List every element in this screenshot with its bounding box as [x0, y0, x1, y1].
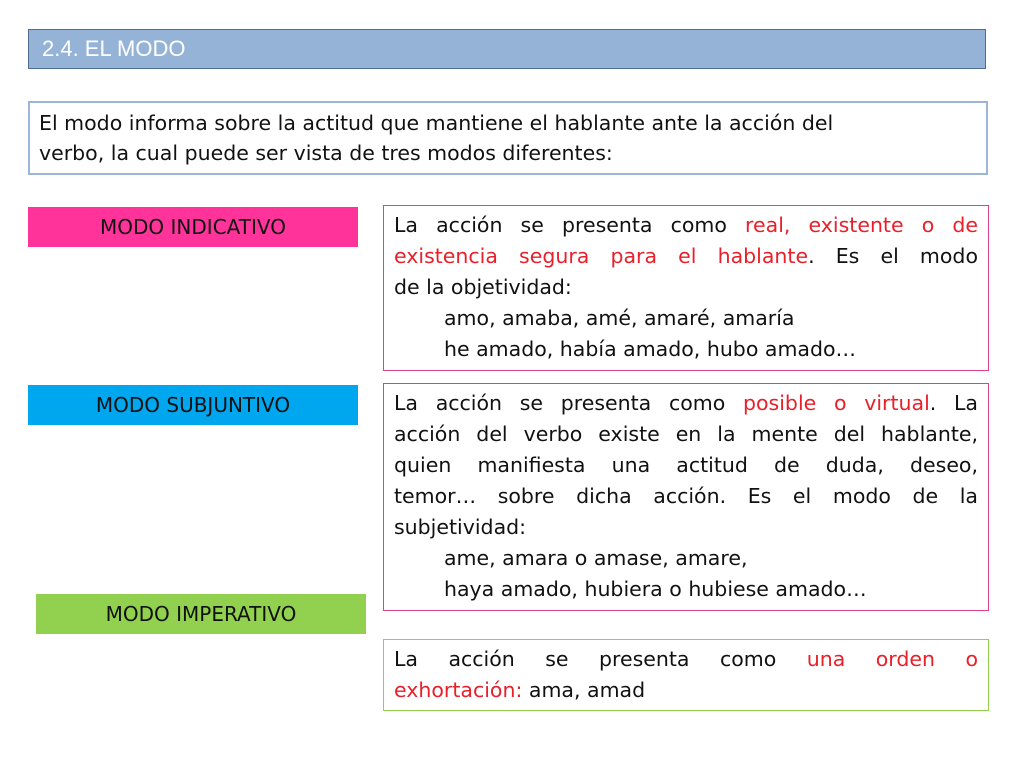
indicativo-example-1: amo, amaba, amé, amaré, amaría: [444, 306, 795, 330]
indicativo-line-3: de la objetividad:: [394, 275, 572, 299]
indicativo-description-box: [383, 205, 989, 371]
intro-line-2: verbo, la cual puede ser vista de tres modos diferentes:: [39, 141, 613, 165]
imperativo-line-2: [394, 675, 978, 706]
highlight-text: exhortación:: [394, 678, 523, 702]
label-modo-subjuntivo: MODO SUBJUNTIVO: [28, 385, 358, 425]
subjuntivo-line-4: temor… sobre dicha acción. Es el modo de la: [394, 484, 978, 508]
text: La acción se presenta como: [394, 647, 807, 671]
text: ama, amad: [522, 678, 646, 702]
label-modo-indicativo: MODO INDICATIVO: [28, 207, 358, 247]
subjuntivo-line-3: quien manifiesta una actitud de duda, deseo,: [394, 453, 978, 477]
highlight-text: posible o virtual: [743, 391, 930, 415]
text: . Es el modo: [808, 244, 978, 268]
subjuntivo-line-2: acción del verbo existe en la mente del hablante,: [394, 422, 978, 446]
label-modo-imperativo: MODO IMPERATIVO: [36, 594, 366, 634]
slide-title: 2.4. EL MODO: [28, 29, 986, 69]
indicativo-line-2: [394, 241, 978, 272]
highlight-text: real, existente o de: [745, 213, 978, 237]
subjuntivo-line-5: subjetividad:: [394, 515, 527, 539]
highlight-text: existencia segura para el hablante: [394, 244, 809, 268]
subjuntivo-example-2: haya amado, hubiera o hubiese amado…: [444, 577, 867, 601]
text: La acción se presenta como: [394, 391, 743, 415]
highlight-text: una orden o: [806, 647, 978, 671]
subjuntivo-line-1: [394, 388, 978, 419]
indicativo-line-1: [394, 210, 978, 241]
imperativo-description-box: [383, 639, 989, 711]
subjuntivo-description-box: [383, 383, 989, 611]
indicativo-example-2: he amado, había amado, hubo amado…: [444, 337, 857, 361]
intro-line-1: El modo informa sobre la actitud que mantiene el hablante ante la acción del: [39, 111, 834, 135]
text: La acción se presenta como: [394, 213, 746, 237]
imperativo-line-1: [394, 644, 978, 675]
text: . La: [929, 391, 978, 415]
intro-box: [28, 101, 988, 175]
subjuntivo-example-1: ame, amara o amase, amare,: [444, 546, 748, 570]
